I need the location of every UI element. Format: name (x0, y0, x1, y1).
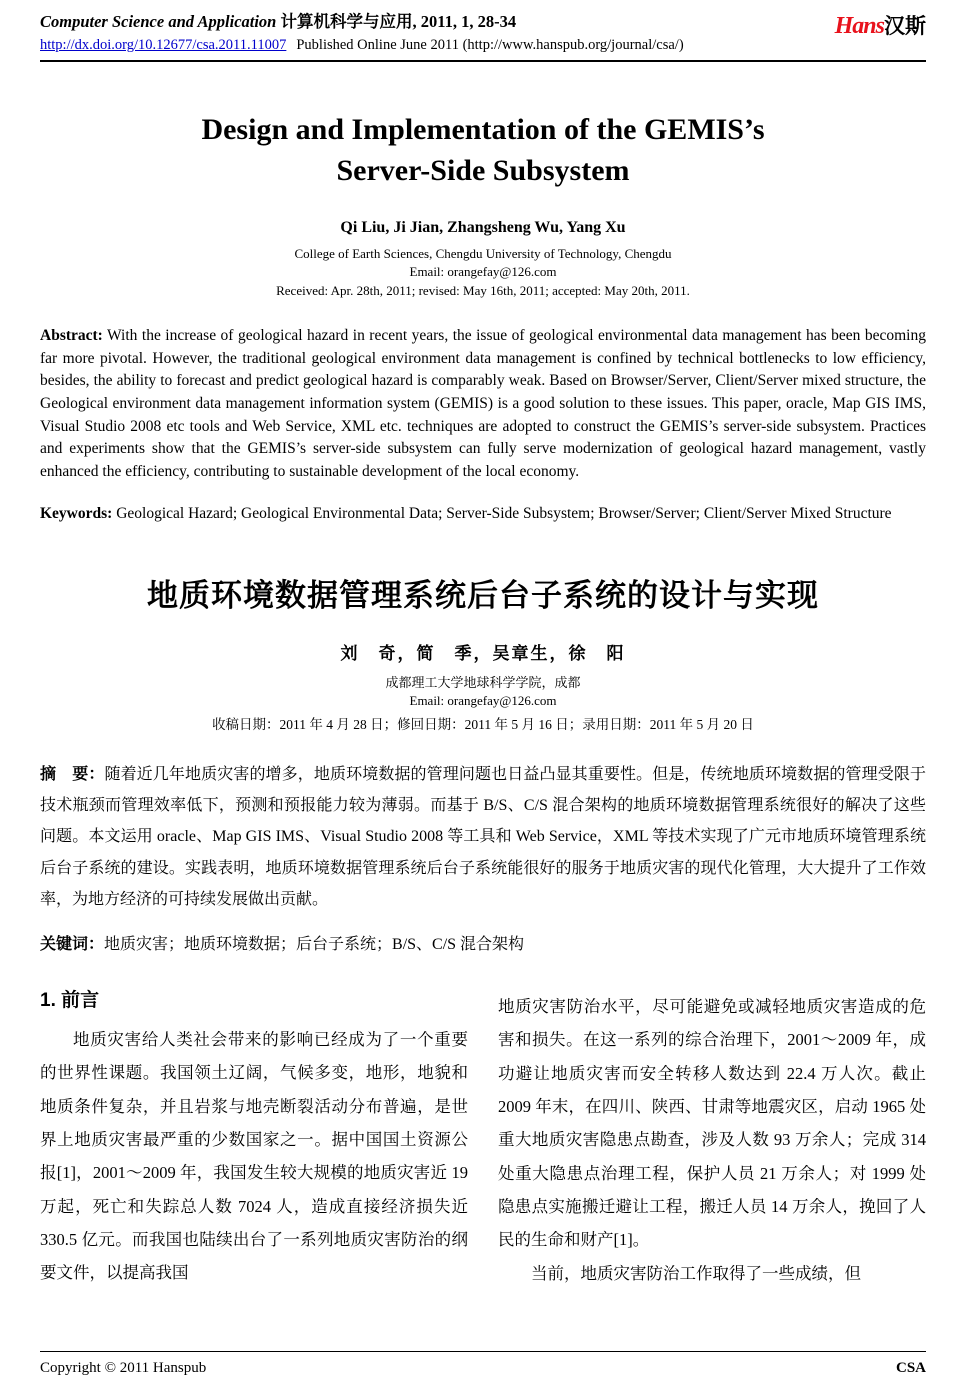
footer-journal-abbr: CSA (895, 1360, 926, 1376)
chinese-dates-line: 收稿日期：2011 年 4 月 28 日；修回日期：2011 年 5 月 16 日；录用日期：2011 年 5 月 20 日 (212, 717, 754, 732)
doi-link[interactable]: http://dx.doi.org/10.12677/csa.2011.11007 (40, 37, 287, 53)
page-footer (40, 1351, 926, 1377)
keywords-paragraph (40, 503, 926, 526)
intro-paragraph-right-1: 地质灾害防治水平，尽可能避免或减轻地质灾害造成的危害和损失。在这一系列的综合治理下，2001～2009 年，成功避让地质灾害而安全转移人数达到 22.4 万人次。截止 2009 年末，在四川、陕西、甘肃等地震灾区，启动 1965 处重大地质灾害隐患点勘查，涉及人数 93 万余人；完成 314 处重大隐患点治理工程，保护人员 21 万余人；对 1999 处隐患点实施搬迁避让工程，搬迁人员 14 万余人，挽回了人民的生命和财产[1]。 (498, 997, 927, 1250)
body-two-columns (40, 990, 926, 1290)
chinese-title: 地质环境数据管理系统后台子系统的设计与实现 (147, 578, 819, 613)
intro-paragraph-left: 地质灾害给人类社会带来的影响已经成为了一个重要的世界性课题。我国领土辽阔，气候多变，地形，地貌和地质条件复杂，并且岩浆与地壳断裂活动分布普遍，是世界上地质灾害最严重的少数国家之一。据中国国土资源公报[1]，2001～2009 年，我国发生较大规模的地质灾害近 19 万起，死亡和失踪总人数 7024 人，造成直接经济损失近 330.5 亿元。而我国也陆续出台了一系列地质灾害防治的纲要文件，以提高我国 (40, 1029, 468, 1283)
journal-title-en: Computer Science and Application (40, 12, 277, 31)
journal-title-zh: 计算机科学与应用, 2011, 1, 28-34 (276, 12, 517, 31)
affiliation-line: College of Earth Sciences, Chengdu University of Technology, Chengdu (294, 246, 672, 261)
chinese-email-line: Email: orangefay@126.com (409, 693, 557, 708)
hans-publisher-logo (835, 10, 926, 40)
chinese-keywords-label: 关键词： (40, 935, 105, 953)
body-column-left (40, 990, 468, 1290)
doi-line (40, 37, 684, 54)
footer-copyright: Copyright © 2011 Hanspub (40, 1360, 207, 1376)
abstract-paragraph (40, 325, 926, 483)
chinese-keywords-text: 地质灾害；地质环境数据；后台子系统；B/S、C/S 混合架构 (104, 935, 525, 953)
chinese-affiliation-line: 成都理工大学地球科学学院，成都 (385, 675, 581, 690)
abstract-text: With the increase of geological hazard in recent years, the issue of geological environmental data management has been becoming far more pivotal. However, the traditional geological environment data management is confined by technical bottlenecks to low efficiency, besides, the ability to forecast and predict geological hazard is comparably weak. Based on Browser/Server, Client/Server mixed structure, the Geological environment data management information system (GEMIS) is a good solution to these issues. This paper, oracle, Map GIS IMS, Visual Studio 2008 etc tools and Web Service, XML etc. techniques are adopted to construct the GEMIS’s server-side subsystem. Practices and experiments show that the GEMIS’s server-side subsystem can fully serve modernization of geological hazard management, vastly enhanced the efficiency, contributing to sustainable development of the local economy. (40, 327, 926, 480)
paper-title-line2: Server-Side Subsystem (336, 153, 630, 187)
chinese-abstract-paragraph (40, 759, 926, 915)
paper-title (40, 110, 926, 191)
chinese-abstract-label: 摘 要： (40, 766, 105, 783)
received-dates-line: Received: Apr. 28th, 2011; revised: May 16th, 2011; accepted: May 20th, 2011. (276, 283, 690, 298)
published-text: Published Online June 2011 (http://www.hanspub.org/journal/csa/) (296, 37, 684, 53)
chinese-keywords-paragraph (40, 929, 926, 960)
section-heading-introduction: 1. 前言 (40, 990, 100, 1012)
authors-line: Qi Liu, Ji Jian, Zhangsheng Wu, Yang Xu (340, 219, 626, 236)
journal-title-line (40, 8, 684, 32)
header-divider (40, 60, 926, 62)
keywords-text: Geological Hazard; Geological Environmental Data; Server-Side Subsystem; Browser/Server; Client/Server Mixed Structure (112, 505, 892, 523)
abstract-label: Abstract: (40, 327, 103, 344)
hans-logo-zh-text: 汉斯 (884, 15, 926, 38)
chinese-authors-line: 刘 奇，简 季，吴章生，徐 阳 (340, 644, 626, 663)
hans-logo-text: Hans (834, 13, 884, 39)
email-line: Email: orangefay@126.com (409, 264, 557, 279)
journal-info (40, 8, 684, 54)
keywords-label: Keywords: (40, 505, 113, 523)
body-column-right (498, 990, 926, 1290)
intro-paragraph-right-2: 当前，地质灾害防治工作取得了一些成绩，但 (531, 1263, 861, 1283)
chinese-abstract-text: 随着近几年地质灾害的增多，地质环境数据的管理问题也日益凸显其重要性。但是，传统地质环境数据的管理受限于技术瓶颈而管理效率低下，预测和预报能力较为薄弱。而基于 B/S、C/S 混合架构的地质环境数据管理系统很好的解决了这些问题。本文运用 oracle、Map GIS IMS、Visual Studio 2008 等工具和 Web Service，XML 等技术实现了广元市地质环境管理系统后台子系统的建设。实践表明，地质环境数据管理系统后台子系统能很好的服务于地质灾害的现代化管理，大大提升了工作效率，为地方经济的可持续发展做出贡献。 (40, 766, 926, 908)
journal-header (40, 8, 926, 54)
paper-title-line1: Design and Implementation of the GEMIS’s (201, 113, 765, 146)
